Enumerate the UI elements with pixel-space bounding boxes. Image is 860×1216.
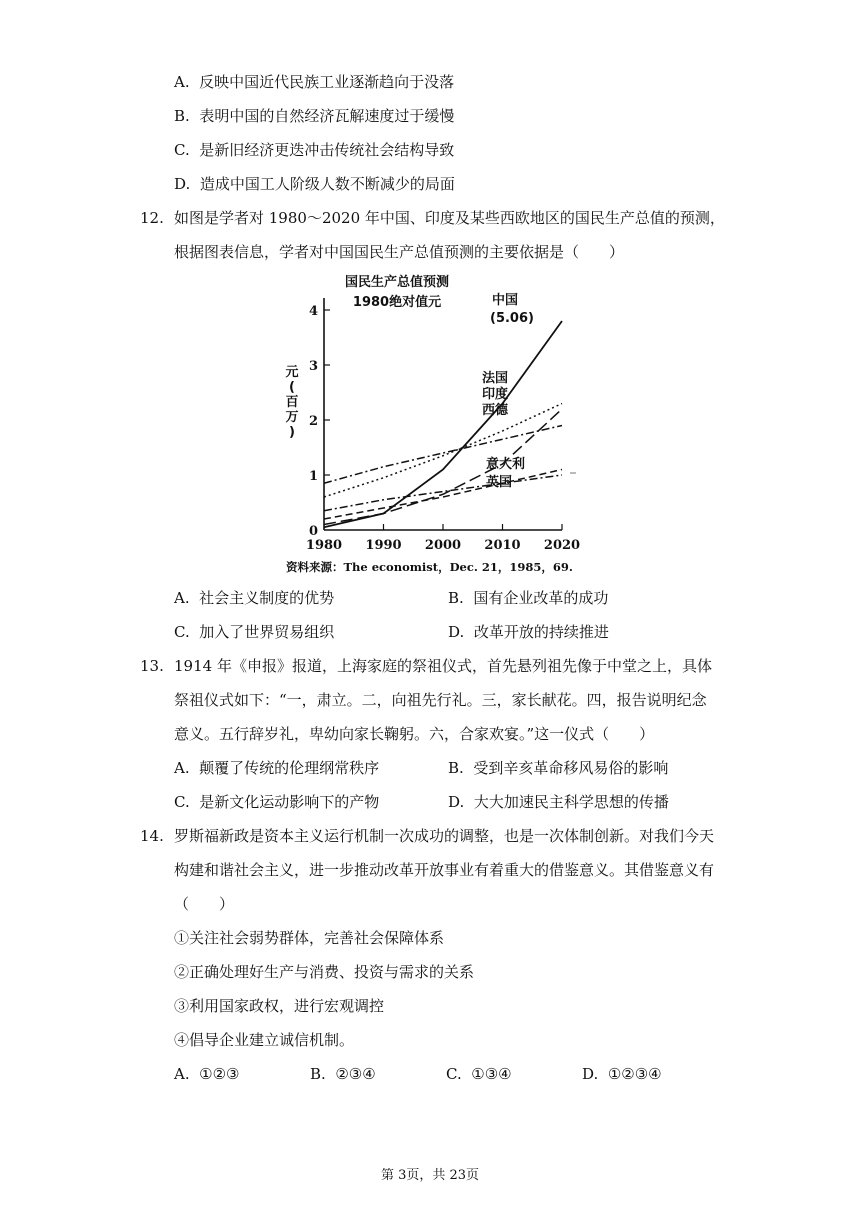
- option-text: 国有企业改革的成功: [473, 589, 609, 607]
- option-letter: C.: [174, 141, 190, 159]
- y-label-char: 万: [285, 410, 299, 425]
- y-label-char: ): [289, 425, 295, 440]
- q12-option-b: [448, 588, 608, 608]
- chart-title: 国民生产总值预测: [344, 275, 450, 290]
- option-text: 社会主义制度的优势: [199, 589, 335, 607]
- option-letter: A.: [174, 759, 190, 777]
- chart-svg: [284, 268, 584, 578]
- q13-option-b: [448, 758, 668, 778]
- q14-stem-line-3: （ ）: [174, 895, 235, 913]
- q13-stem-line-1: 1914 年《申报》报道，上海家庭的祭祖仪式，首先悬列祖先像于中堂之上，具体: [174, 657, 712, 675]
- option-text: 改革开放的持续推进: [473, 623, 609, 641]
- option-letter: D.: [448, 793, 465, 811]
- x-tick-label: 1990: [365, 538, 402, 553]
- q12-stem-line-1: 如图是学者对 1980～2020 年中国、印度及某些西欧地区的国民生产总值的预测，: [174, 209, 725, 227]
- option-letter: C.: [446, 1065, 462, 1083]
- option-letter: D.: [174, 175, 191, 193]
- q14-option-b: [310, 1064, 376, 1084]
- x-tick-label: 2020: [543, 538, 581, 553]
- option-text: 受到辛亥革命移风易俗的影响: [473, 759, 669, 777]
- q13-stem-line-2: 祭祖仪式如下：“一，肃立。二，向祖先行礼。三，家长献花。四，报告说明纪念: [174, 691, 707, 709]
- page-footer: 第 3页，共 23页: [380, 1168, 480, 1183]
- option-letter: B.: [310, 1065, 326, 1083]
- option-text: ②③④: [335, 1065, 376, 1083]
- option-text: ①③④: [471, 1065, 512, 1083]
- q14-option-d: [582, 1064, 662, 1084]
- q11-option-c: [174, 140, 454, 160]
- option-letter: A.: [174, 589, 190, 607]
- option-text: 反映中国近代民族工业逐渐趋向于没落: [199, 73, 455, 91]
- series-line-4: [324, 426, 562, 484]
- option-text: 颠覆了传统的伦理纲常秩序: [199, 759, 380, 777]
- series-line-2: [324, 404, 562, 498]
- q13-option-d: [448, 792, 669, 812]
- option-letter: A.: [174, 73, 190, 91]
- gnp-forecast-chart: [284, 268, 584, 578]
- x-tick-label: 2010: [484, 538, 521, 553]
- series-label-6: 英国: [486, 475, 513, 490]
- option-letter: D.: [448, 623, 465, 641]
- option-letter: B.: [174, 107, 190, 125]
- q11-option-a: [174, 72, 454, 92]
- option-text: ①②③④: [607, 1065, 662, 1083]
- q14-item-3: ③利用国家政权，进行宏观调控: [174, 997, 385, 1015]
- y-label-char: 百: [285, 395, 299, 410]
- series-label-1: 中国: [492, 293, 519, 308]
- series-line-3: [324, 409, 562, 525]
- y-label-char: (: [289, 380, 295, 395]
- option-text: 造成中国工人阶级人数不断减少的局面: [199, 175, 455, 193]
- option-text: 是新文化运动影响下的产物: [199, 793, 380, 811]
- chart-series-labels: [482, 292, 534, 490]
- q12-option-c: [174, 622, 334, 642]
- y-tick-label: 0: [308, 524, 318, 539]
- option-letter: B.: [448, 759, 464, 777]
- q11-option-d: [174, 174, 455, 194]
- q12-option-a: [174, 588, 334, 608]
- option-letter: D.: [582, 1065, 599, 1083]
- option-text: 是新旧经济更迭冲击传统社会结构导致: [199, 141, 455, 159]
- q12-stem-line-2: 根据图表信息，学者对中国国民生产总值预测的主要依据是（ ）: [174, 243, 625, 261]
- q14-number: 14.: [140, 827, 164, 845]
- y-tick-label: 3: [308, 359, 318, 374]
- option-letter: B.: [448, 589, 464, 607]
- option-text: 大大加速民主科学思想的传播: [473, 793, 669, 811]
- q12-option-d: [448, 622, 609, 642]
- q14-item-1: ①关注社会弱势群体，完善社会保障体系: [174, 929, 445, 947]
- series-line-6: [324, 475, 562, 511]
- q13-stem-line-3: 意义。五行辞岁礼，卑幼向家长鞠躬。六，合家欢宴。”这一仪式（ ）: [174, 725, 655, 743]
- option-letter: C.: [174, 623, 190, 641]
- q14-item-4: ④倡导企业建立诚信机制。: [174, 1031, 355, 1049]
- q14-option-a: [174, 1064, 240, 1084]
- q14-stem-line-2: 构建和谐社会主义，进一步推动改革开放事业有着重大的借鉴意义。其借鉴意义有: [174, 861, 715, 879]
- series-label-4: 西德: [482, 403, 509, 418]
- q13-option-a: [174, 758, 379, 778]
- chart-y-label: [285, 365, 298, 440]
- q13-number: 13.: [140, 657, 164, 675]
- y-label-char: 元: [285, 365, 299, 380]
- q14-option-c: [446, 1064, 512, 1084]
- option-letter: A.: [174, 1065, 190, 1083]
- chart-source: 资料来源：The economist，Dec. 21，1985，69.: [286, 560, 573, 574]
- x-tick-label: 2000: [424, 538, 462, 553]
- chart-subtitle: 1980绝对值元: [352, 295, 442, 310]
- option-letter: C.: [174, 793, 190, 811]
- y-tick-label: 2: [308, 414, 318, 429]
- y-tick-label: 1: [308, 469, 318, 484]
- option-text: 表明中国的自然经济瓦解速度过于缓慢: [199, 107, 455, 125]
- option-text: 加入了世界贸易组织: [199, 623, 335, 641]
- series-note: (5.06): [490, 311, 534, 326]
- chart-series: [324, 321, 562, 527]
- series-label-3: 印度: [482, 387, 509, 402]
- q13-option-c: [174, 792, 379, 812]
- q12-number: 12.: [140, 209, 164, 227]
- y-tick-label: 4: [308, 304, 318, 319]
- series-label-2: 法国: [482, 371, 509, 386]
- q14-stem-line-1: 罗斯福新政是资本主义运行机制一次成功的调整，也是一次体制创新。对我们今天: [174, 827, 715, 845]
- series-label-5: 意大利: [486, 457, 526, 472]
- q14-item-2: ②正确处理好生产与消费、投资与需求的关系: [174, 963, 475, 981]
- x-tick-label: 1980: [305, 538, 343, 553]
- option-text: ①②③: [199, 1065, 240, 1083]
- q11-option-b: [174, 106, 454, 126]
